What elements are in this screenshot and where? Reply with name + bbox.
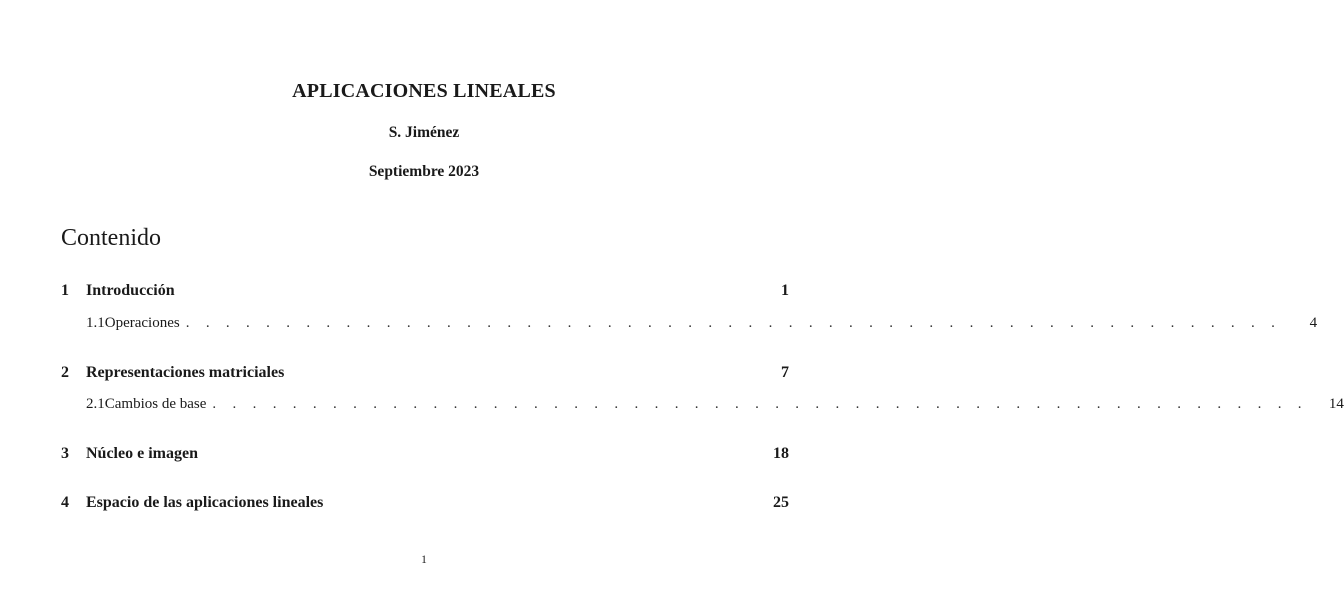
toc-entry-chapter[interactable] bbox=[61, 282, 789, 304]
toc-entry-number: 3 bbox=[61, 445, 69, 462]
toc-entry-section[interactable] bbox=[61, 315, 1318, 337]
toc-heading: Contenido bbox=[61, 225, 161, 251]
document-author: S. Jiménez bbox=[388, 124, 460, 141]
toc-entry-number: 2.1 bbox=[86, 396, 105, 412]
toc-dot-leader: . . . . . . . . . . . . . . . . . . . . . . . . . . . . . . . . . . . . . . . . . . . . . . . . . . . . . . . bbox=[185, 315, 1282, 331]
toc-entry-label: Cambios de base bbox=[104, 396, 207, 412]
toc-entry-chapter[interactable] bbox=[61, 364, 789, 386]
document-date: Septiembre 2023 bbox=[368, 163, 480, 180]
toc-entry-label: Espacio de las aplicaciones lineales bbox=[86, 494, 324, 511]
toc-entry-label: Operaciones bbox=[104, 315, 180, 331]
toc-entry-label: Introducción bbox=[86, 282, 175, 299]
toc-entry-section[interactable] bbox=[61, 396, 1344, 418]
toc-entry-number: 1 bbox=[61, 282, 69, 299]
toc-entry-label: Representaciones matriciales bbox=[86, 364, 285, 381]
toc-entry-page: 14 bbox=[1328, 396, 1344, 412]
toc-dot-leader: . . . . . . . . . . . . . . . . . . . . . . . . . . . . . . . . . . . . . . . . . . . . . . . . . . . . . . . bbox=[212, 396, 1308, 412]
document-title: APLICACIONES LINEALES bbox=[292, 80, 556, 102]
toc-entry-page: 1 bbox=[781, 282, 789, 299]
footer-page-number: 1 bbox=[421, 554, 427, 566]
toc-entry-page: 25 bbox=[773, 494, 789, 511]
toc-entry-number: 2 bbox=[61, 364, 69, 381]
toc-entry-page: 7 bbox=[781, 364, 789, 381]
toc-entry-label: Núcleo e imagen bbox=[86, 445, 198, 462]
toc-entry-number: 1.1 bbox=[86, 315, 105, 331]
toc-entry-page: 4 bbox=[1309, 315, 1318, 331]
toc-entry-page: 18 bbox=[773, 445, 789, 462]
toc-entry-number: 4 bbox=[61, 494, 69, 511]
toc-entry-chapter[interactable] bbox=[61, 494, 789, 516]
toc-entry-chapter[interactable] bbox=[61, 445, 789, 467]
